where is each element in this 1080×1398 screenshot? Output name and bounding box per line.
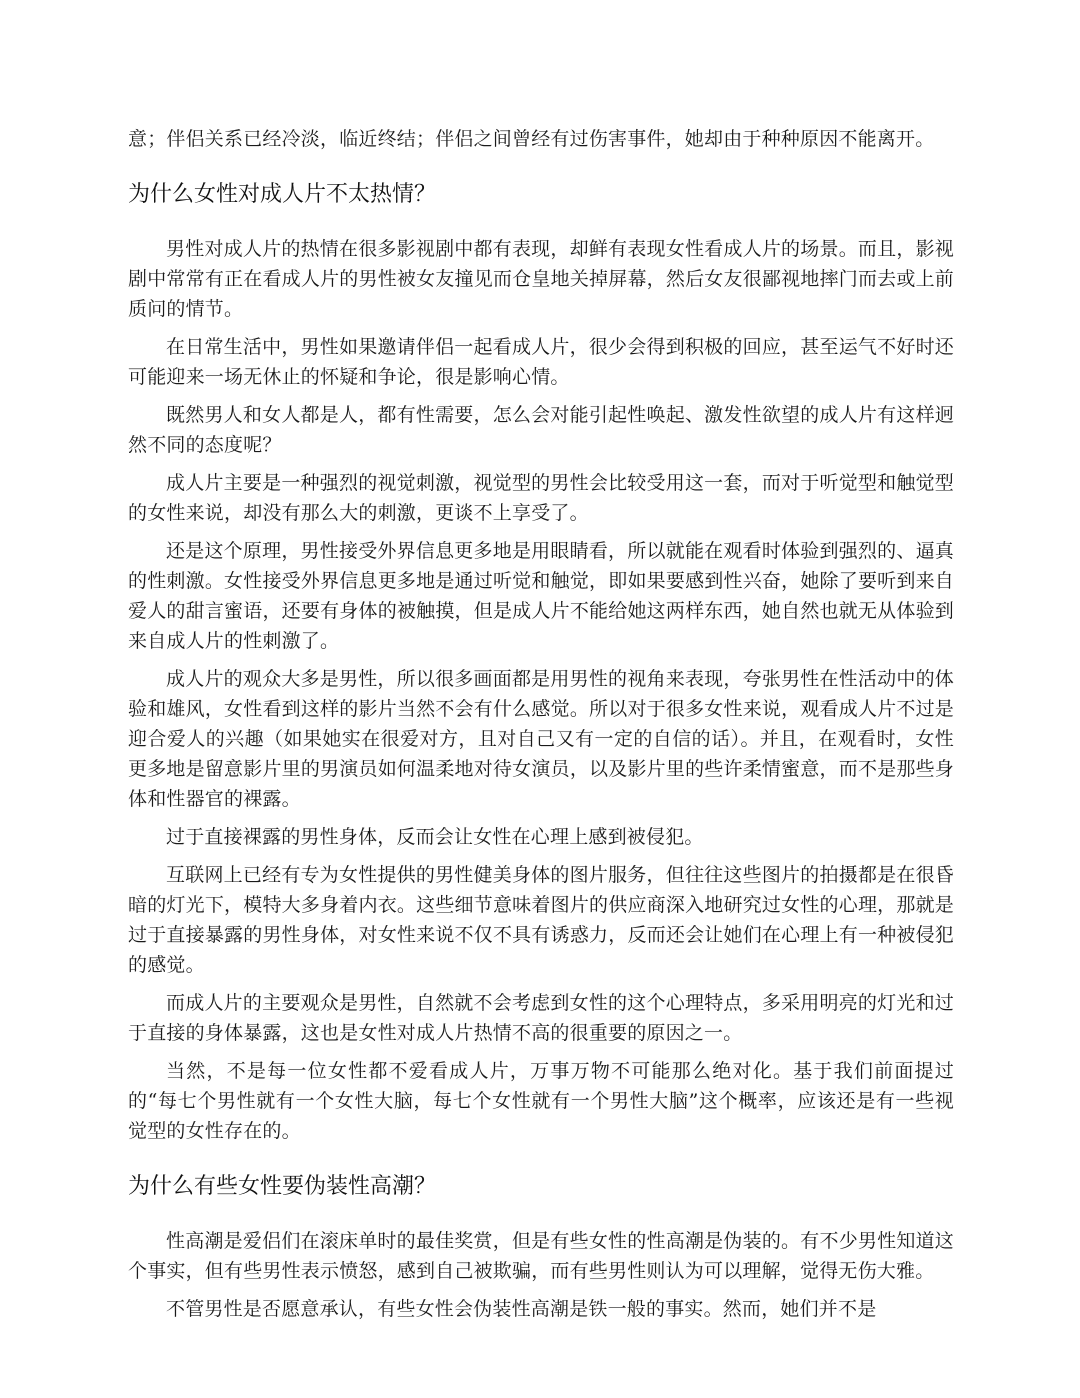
section1-paragraph-9: 而成人片的主要观众是男性，自然就不会考虑到女性的这个心理特点，多采用明亮的灯光和过于直接的身体暴露，这也是女性对成人片热情不高的很重要的原因之一。	[128, 992, 954, 1044]
document-page	[128, 124, 954, 1332]
section1-paragraph-3: 既然男人和女人都是人，都有性需要，怎么会对能引起性唤起、激发性欲望的成人片有这样迥然不同的态度呢？	[128, 404, 954, 456]
section2-paragraph-1: 性高潮是爱侣们在滚床单时的最佳奖赏，但是有些女性的性高潮是伪装的。有不少男性知道这个事实，但有些男性表示愤怒，感到自己被欺骗，而有些男性则认为可以理解，觉得无伤大雅。	[128, 1230, 954, 1282]
section1-paragraph-1: 男性对成人片的热情在很多影视剧中都有表现，却鲜有表现女性看成人片的场景。而且，影视剧中常常有正在看成人片的男性被女友撞见而仓皇地关掉屏幕，然后女友很鄙视地摔门而去或上前质问的情节。	[128, 238, 954, 320]
section2-paragraph-2: 不管男性是否愿意承认，有些女性会伪装性高潮是铁一般的事实。然而，她们并不是	[166, 1298, 877, 1320]
section-heading-faking: 为什么有些女性要伪装性高潮？	[128, 1174, 437, 1199]
section1-paragraph-2: 在日常生活中，男性如果邀请伴侣一起看成人片，很少会得到积极的回应，甚至运气不好时还可能迎来一场无休止的怀疑和争论，很是影响心情。	[128, 336, 954, 388]
section1-paragraph-10: 当然，不是每一位女性都不爱看成人片，万事万物不可能那么绝对化。基于我们前面提过的“每七个男性就有一个女性大脑，每七个女性就有一个男性大脑”这个概率，应该还是有一些视觉型的女性存在的。	[128, 1060, 954, 1142]
section1-paragraph-7: 过于直接裸露的男性身体，反而会让女性在心理上感到被侵犯。	[166, 826, 704, 848]
opening-paragraph: 意；伴侣关系已经冷淡，临近终结；伴侣之间曾经有过伤害事件，她却由于种种原因不能离开。	[128, 128, 935, 150]
section1-paragraph-6: 成人片的观众大多是男性，所以很多画面都是用男性的视角来表现，夸张男性在性活动中的体验和雄风，女性看到这样的影片当然不会有什么感觉。所以对于很多女性来说，观看成人片不过是迎合爱人的兴趣（如果她实在很爱对方，且对自己又有一定的自信的话）。并且，在观看时，女性更多地是留意影片里的男演员如何温柔地对待女演员，以及影片里的些许柔情蜜意，而不是那些身体和性器官的裸露。	[128, 668, 954, 810]
section1-paragraph-5: 还是这个原理，男性接受外界信息更多地是用眼睛看，所以就能在观看时体验到强烈的、逼真的性刺激。女性接受外界信息更多地是通过听觉和触觉，即如果要感到性兴奋，她除了要听到来自爱人的甜言蜜语，还要有身体的被触摸，但是成人片不能给她这两样东西，她自然也就无从体验到来自成人片的性刺激了。	[128, 540, 954, 652]
section1-paragraph-4: 成人片主要是一种强烈的视觉刺激，视觉型的男性会比较受用这一套，而对于听觉型和触觉型的女性来说，却没有那么大的刺激，更谈不上享受了。	[128, 472, 954, 524]
section-heading-adult-films: 为什么女性对成人片不太热情？	[128, 182, 437, 207]
section1-paragraph-8: 互联网上已经有专为女性提供的男性健美身体的图片服务，但往往这些图片的拍摄都是在很昏暗的灯光下，模特大多身着内衣。这些细节意味着图片的供应商深入地研究过女性的心理，那就是过于直接暴露的男性身体，对女性来说不仅不具有诱惑力，反而还会让她们在心理上有一种被侵犯的感觉。	[128, 864, 954, 976]
